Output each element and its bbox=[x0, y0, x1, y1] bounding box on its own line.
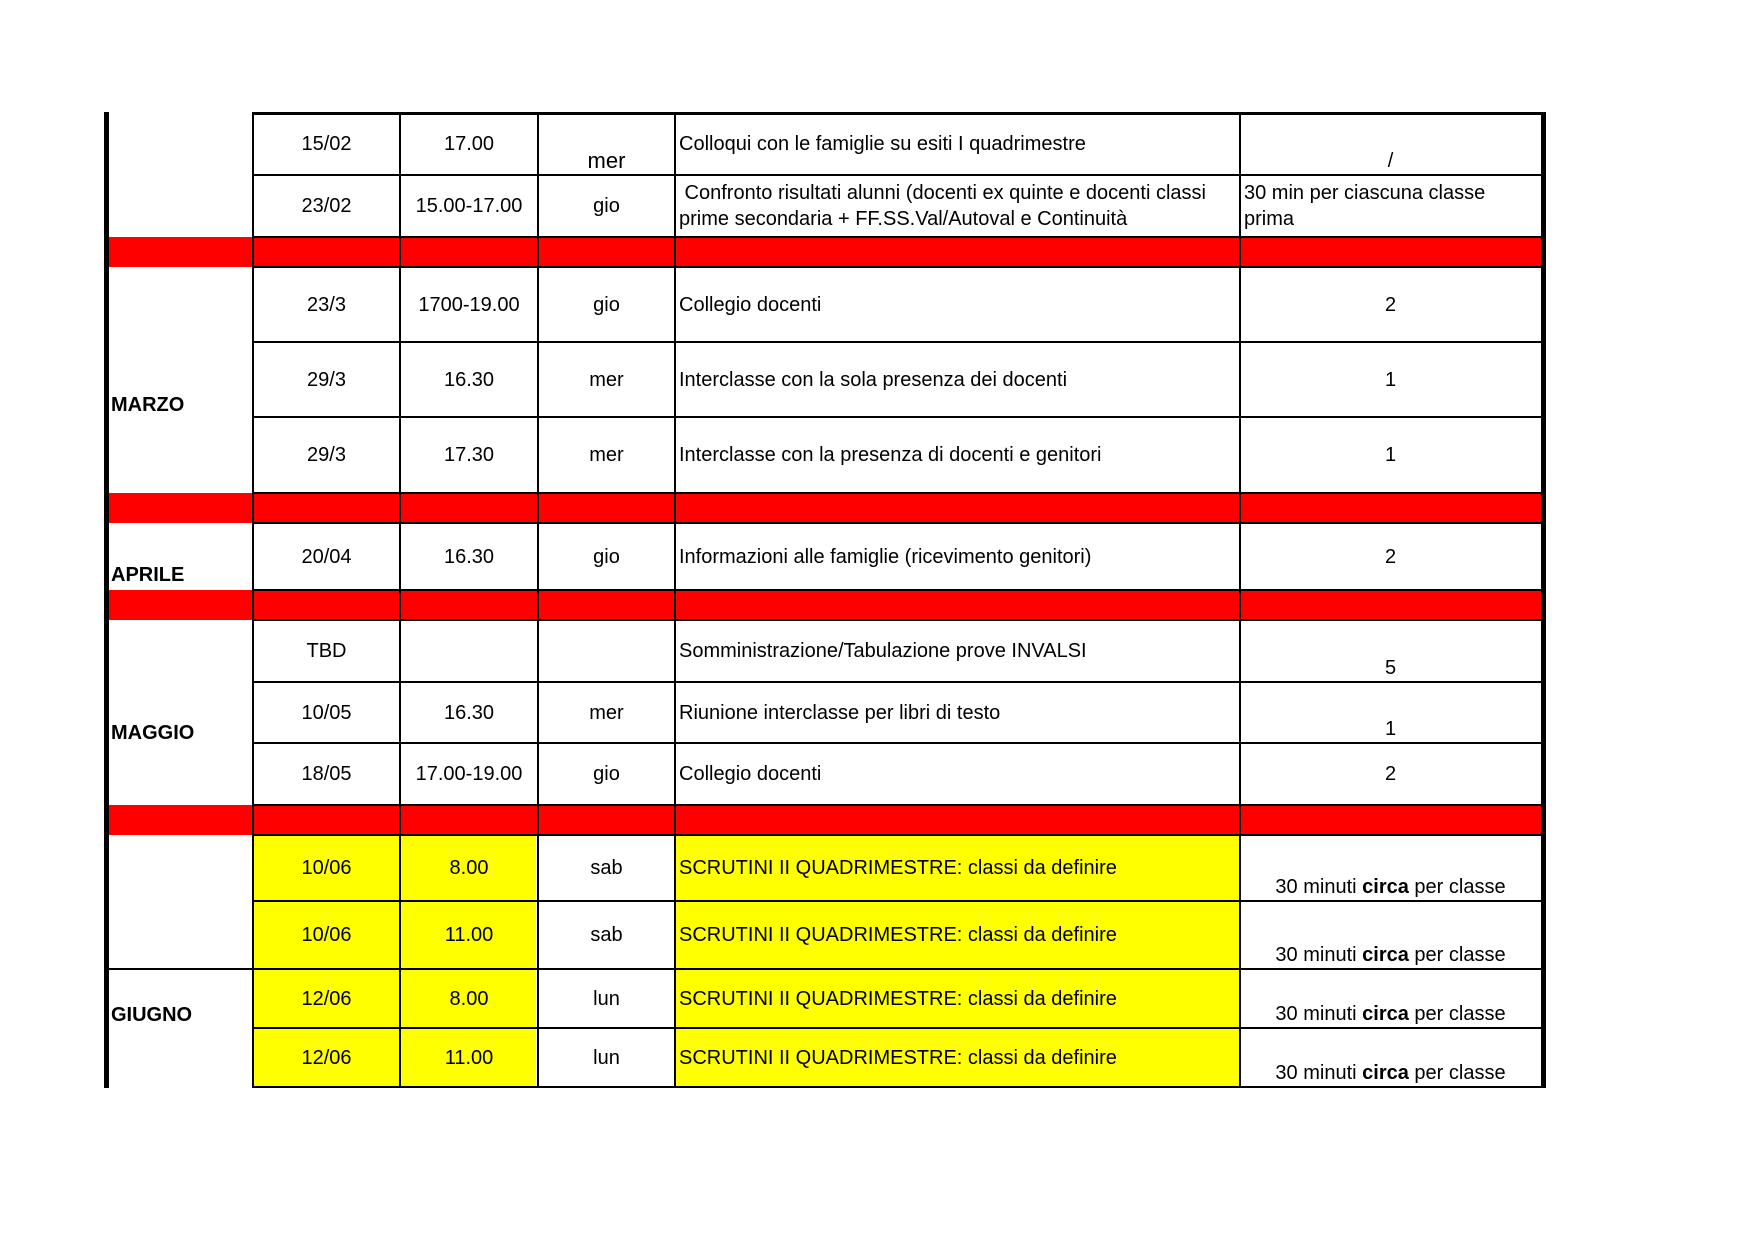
day-cell bbox=[538, 620, 675, 682]
month-label-aprile: APRILE bbox=[111, 563, 185, 586]
grid-line bbox=[253, 341, 1541, 343]
hours-text-bold: circa bbox=[1362, 876, 1409, 898]
time-cell: 11.00 bbox=[444, 924, 494, 946]
hours-text: per classe bbox=[1408, 944, 1506, 966]
day-cell: mer bbox=[589, 368, 624, 391]
hours-text: 30 minuti bbox=[1275, 944, 1363, 966]
date-cell: 15/02 bbox=[301, 133, 352, 155]
time-cell: 17.00 bbox=[443, 133, 495, 155]
date-cell: 12/06 bbox=[301, 1046, 352, 1069]
day-cell: mer bbox=[589, 701, 624, 724]
hours-cell bbox=[1240, 969, 1541, 1028]
activity-cell: SCRUTINI II QUADRIMESTRE: classi da definire bbox=[679, 987, 1117, 1010]
grid-line bbox=[253, 112, 1541, 115]
grid-line bbox=[107, 968, 1541, 970]
hours-text-bold: circa bbox=[1362, 944, 1409, 966]
time-cell: 16.30 bbox=[443, 545, 495, 568]
activity-cell: Somministrazione/Tabulazione prove INVALSI bbox=[679, 640, 1087, 662]
activity-cell: Interclasse con la sola presenza dei docenti bbox=[679, 368, 1068, 391]
date-cell: 29/3 bbox=[307, 444, 346, 466]
activity-cell: Riunione interclasse per libri di testo bbox=[679, 701, 1001, 724]
grid-line bbox=[399, 112, 401, 1088]
grid-line bbox=[253, 589, 1541, 591]
time-cell: 17.00-19.00 bbox=[415, 763, 523, 785]
grid-line bbox=[252, 112, 254, 1088]
day-cell: gio bbox=[593, 195, 620, 217]
activity-cell: Informazioni alle famiglie (ricevimento genitori) bbox=[679, 545, 1092, 568]
separator-band bbox=[107, 805, 1544, 835]
day-cell: gio bbox=[593, 545, 620, 568]
hours-cell bbox=[1240, 835, 1541, 901]
grid-line bbox=[253, 742, 1541, 744]
day-cell: gio bbox=[593, 763, 620, 785]
activity-cell bbox=[675, 175, 1240, 237]
time-cell: 16.30 bbox=[443, 701, 495, 724]
grid-line bbox=[1239, 112, 1241, 1088]
day-cell: sab bbox=[590, 924, 623, 946]
hours-cell: 5 bbox=[1384, 657, 1397, 679]
hours-cell: 1 bbox=[1384, 368, 1397, 391]
hours-text: per classe bbox=[1408, 876, 1506, 898]
separator-band bbox=[107, 237, 1544, 267]
grid-line bbox=[253, 1027, 1541, 1029]
day-cell: mer bbox=[589, 444, 624, 466]
date-cell: 20/04 bbox=[301, 545, 352, 568]
day-cell: lun bbox=[593, 987, 620, 1010]
time-cell bbox=[400, 620, 538, 682]
hours-cell bbox=[1240, 901, 1541, 969]
grid-line bbox=[253, 834, 1541, 836]
grid-line bbox=[253, 1086, 1541, 1088]
grid-line bbox=[253, 681, 1541, 683]
hours-line: 30 min per ciascuna classe bbox=[1244, 182, 1486, 204]
activity-cell: SCRUTINI II QUADRIMESTRE: classi da definire bbox=[679, 924, 1117, 946]
date-cell: 29/3 bbox=[307, 368, 346, 391]
activity-line: prime secondaria + FF.SS.Val/Autoval e Continuità bbox=[679, 208, 1128, 230]
date-cell: TBD bbox=[306, 640, 347, 662]
hours-text: per classe bbox=[1408, 1062, 1506, 1084]
month-label-giugno: GIUGNO bbox=[111, 1003, 193, 1026]
time-cell: 15.00-17.00 bbox=[415, 195, 523, 217]
outer-border-left bbox=[104, 112, 109, 1088]
date-cell: 10/06 bbox=[301, 924, 352, 946]
hours-cell: 2 bbox=[1384, 545, 1397, 568]
hours-cell: 2 bbox=[1384, 293, 1397, 316]
date-cell: 10/05 bbox=[301, 701, 352, 724]
hours-line: prima bbox=[1244, 208, 1295, 230]
hours-cell: 1 bbox=[1384, 718, 1397, 740]
time-cell: 1700-19.00 bbox=[418, 293, 520, 316]
date-cell: 12/06 bbox=[301, 987, 352, 1010]
activity-cell: Collegio docenti bbox=[679, 763, 822, 785]
grid-line bbox=[253, 619, 1541, 621]
time-cell: 17.30 bbox=[443, 444, 495, 466]
day-cell: gio bbox=[593, 293, 620, 316]
hours-text: per classe bbox=[1408, 1003, 1506, 1025]
hours-cell bbox=[1240, 1028, 1541, 1087]
time-cell: 11.00 bbox=[444, 1046, 494, 1069]
separator-band bbox=[107, 493, 1544, 523]
outer-border-right bbox=[1541, 112, 1546, 1088]
grid-line bbox=[253, 266, 1541, 268]
hours-text-bold: circa bbox=[1362, 1003, 1409, 1025]
date-cell: 23/3 bbox=[307, 293, 346, 316]
grid-line bbox=[253, 900, 1541, 902]
activity-cell: Interclasse con la presenza di docenti e genitori bbox=[679, 444, 1102, 466]
grid-line bbox=[253, 804, 1541, 806]
grid-line bbox=[253, 236, 1541, 238]
day-cell: lun bbox=[593, 1046, 620, 1069]
day-cell: sab bbox=[590, 857, 623, 879]
activity-line: Confronto risultati alunni (docenti ex quinte e docenti classi bbox=[679, 182, 1206, 204]
activity-cell: Collegio docenti bbox=[679, 293, 822, 316]
time-cell: 8.00 bbox=[449, 987, 489, 1010]
hours-text: 30 minuti bbox=[1275, 876, 1363, 898]
activity-cell: SCRUTINI II QUADRIMESTRE: classi da definire bbox=[679, 857, 1117, 879]
hours-cell bbox=[1240, 175, 1541, 237]
grid-line bbox=[253, 174, 1541, 176]
hours-cell: / bbox=[1387, 150, 1394, 172]
month-label-maggio: MAGGIO bbox=[111, 721, 195, 744]
grid-line bbox=[253, 522, 1541, 524]
grid-line bbox=[253, 492, 1541, 494]
month-label-marzo: MARZO bbox=[111, 393, 185, 416]
activity-cell: Colloqui con le famiglie su esiti I quadrimestre bbox=[679, 133, 1086, 155]
hours-cell: 1 bbox=[1384, 444, 1397, 466]
activity-cell: SCRUTINI II QUADRIMESTRE: classi da definire bbox=[679, 1046, 1117, 1069]
day-cell: mer bbox=[587, 148, 626, 173]
grid-line bbox=[537, 112, 539, 1088]
date-cell: 23/02 bbox=[301, 195, 352, 217]
grid-line bbox=[674, 112, 676, 1088]
hours-cell: 2 bbox=[1384, 763, 1397, 785]
date-cell: 10/06 bbox=[301, 857, 352, 879]
time-cell: 16.30 bbox=[443, 368, 495, 391]
separator-band bbox=[107, 590, 1544, 620]
grid-line bbox=[253, 416, 1541, 418]
time-cell: 8.00 bbox=[449, 857, 489, 879]
hours-text: 30 minuti bbox=[1275, 1062, 1363, 1084]
hours-text-bold: circa bbox=[1362, 1062, 1409, 1084]
date-cell: 18/05 bbox=[301, 763, 352, 785]
hours-text: 30 minuti bbox=[1275, 1003, 1363, 1025]
